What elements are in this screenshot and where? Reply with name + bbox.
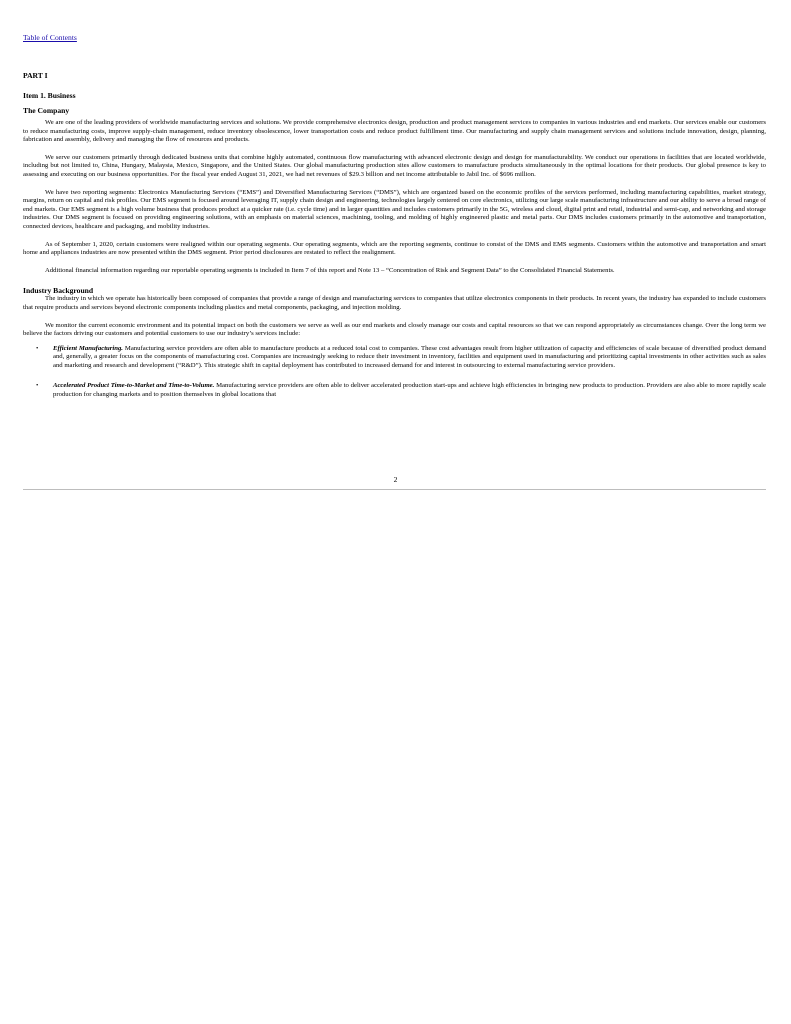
bullet-icon: • [36,382,39,390]
page-number: 2 [393,475,398,484]
page-divider [23,489,766,490]
company-paragraph-3: We have two reporting segments: Electronics Manufacturing Services (“EMS”) and Diversified Manufacturing Services (“DMS”), which are organized based on the economic profiles of the services performed, including manufacturing capabilities, market strategy, margins, return on capital and risk profiles. Our EMS segment is focused around leveraging IT, supply chain design and engineering, technologies largely centered on core electronics, utilizing our large scale manufacturing infrastructure and our ability to serve a broad range of end markets. Our EMS segment is a high volume business that produces product at a quicker rate (i.e. cycle time) and in larger quantities and includes customers primarily in the 5G, wireless and cloud, digital print and retail, industrial and semi-cap, and networking and storage industries. Our DMS segment is focused on providing engineering solutions, with an emphasis on material sciences, machining, tooling, and molding of highly engineered plastic and metal parts. Our DMS includes customers primarily in the automotive and transportation, connected devices, healthcare and packaging, and mobility industries. [23,188,766,230]
document-page [23,27,766,400]
company-heading: The Company [23,106,70,115]
bullet-text: Manufacturing service providers are often able to deliver accelerated production start-ups and achieve high efficiencies in bringing new products to production. Providers are also able to more rapidly scale production for changing markets and to position themselves in global locations that [53,382,767,399]
industry-heading: Industry Background [23,286,94,296]
item-heading: Item 1. Business [23,91,76,100]
list-item [23,345,766,371]
bullet-title: Efficient Manufacturing. [53,344,123,352]
industry-paragraph-2: We monitor the current economic environment and its potential impact on both the customers we serve as well as our end markets and closely manage our costs and capital resources so that we can respond appropriately as circumstances change. Over the long term we believe the factors driving our customers and potential customers to use our industry’s services include: [23,321,766,338]
company-paragraph-5: Additional financial information regarding our reportable operating segments is included in Item 7 of this report and Note 13 – “Concentration of Risk and Segment Data” to the Consolidated Financial Statements. [45,266,615,274]
bullet-title: Accelerated Product Time-to-Market and Time-to-Volume. [53,382,215,390]
list-item [23,382,766,399]
part-heading: PART I [23,71,48,80]
table-of-contents-link[interactable]: Table of Contents [23,33,77,42]
company-paragraph-1: We are one of the leading providers of worldwide manufacturing services and solutions. We provide comprehensive electronics design, production and product management services to companies in various industries and end markets. Our services enable our customers to reduce manufacturing costs, improve supply-chain management, reduce inventory obsolescence, lower transportation costs and reduce product fulfillment time. Our manufacturing and supply chain management services and solutions include innovation, design, planning, fabrication and assembly, delivery and managing the flow of resources and products. [23,119,766,144]
bullet-icon: • [36,344,39,352]
bullet-text: Manufacturing service providers are often able to manufacture products at a reduced total cost to companies. These cost advantages result from higher utilization of capacity and efficiencies of scale because of diversified product demand and, generally, a greater focus on the components of manufacturing cost. Companies are increasingly seeking to reduce their investment in inventory, facilities and equipment used in manufacturing and prioritizing capital investments in other activities such as sales and marketing and research and development (“R&D”). This strategic shift in capital deployment has contributed to increased demand for and interest in outsourcing to external manufacturing service providers. [53,344,766,369]
industry-paragraph-1: The industry in which we operate has historically been composed of companies that provide a range of design and manufacturing services to companies that utilize electronics components in their products. In recent years, the industry has expanded to include customers that require products and services beyond electronic components including plastics and metal components, packaging, and injection molding. [23,295,766,311]
company-paragraph-4: As of September 1, 2020, certain customers were realigned within our operating segments. Our operating segments, which are the reporting segments, continue to consist of the DMS and EMS segments. Customers within the automotive and transportation and smart home and appliances industries are now presented within the DMS segment. Prior period disclosures are restated to reflect the realignment. [23,240,766,257]
company-paragraph-2: We serve our customers primarily through dedicated business units that combine highly automated, continuous flow manufacturing with advanced electronic design and design for manufacturability. We conduct our operations in facilities that are located worldwide, including but not limited to, China, Hungary, Malaysia, Mexico, Singapore, and the United States. Our global manufacturing production sites allow customers to manufacture products simultaneously in the optimal locations for their products. Our global presence is key to assessing and executing on our business opportunities. For the fiscal year ended August 31, 2021, we had net revenues of $29.3 billion and net income attributable to Jabil Inc. of $696 million. [23,153,766,178]
